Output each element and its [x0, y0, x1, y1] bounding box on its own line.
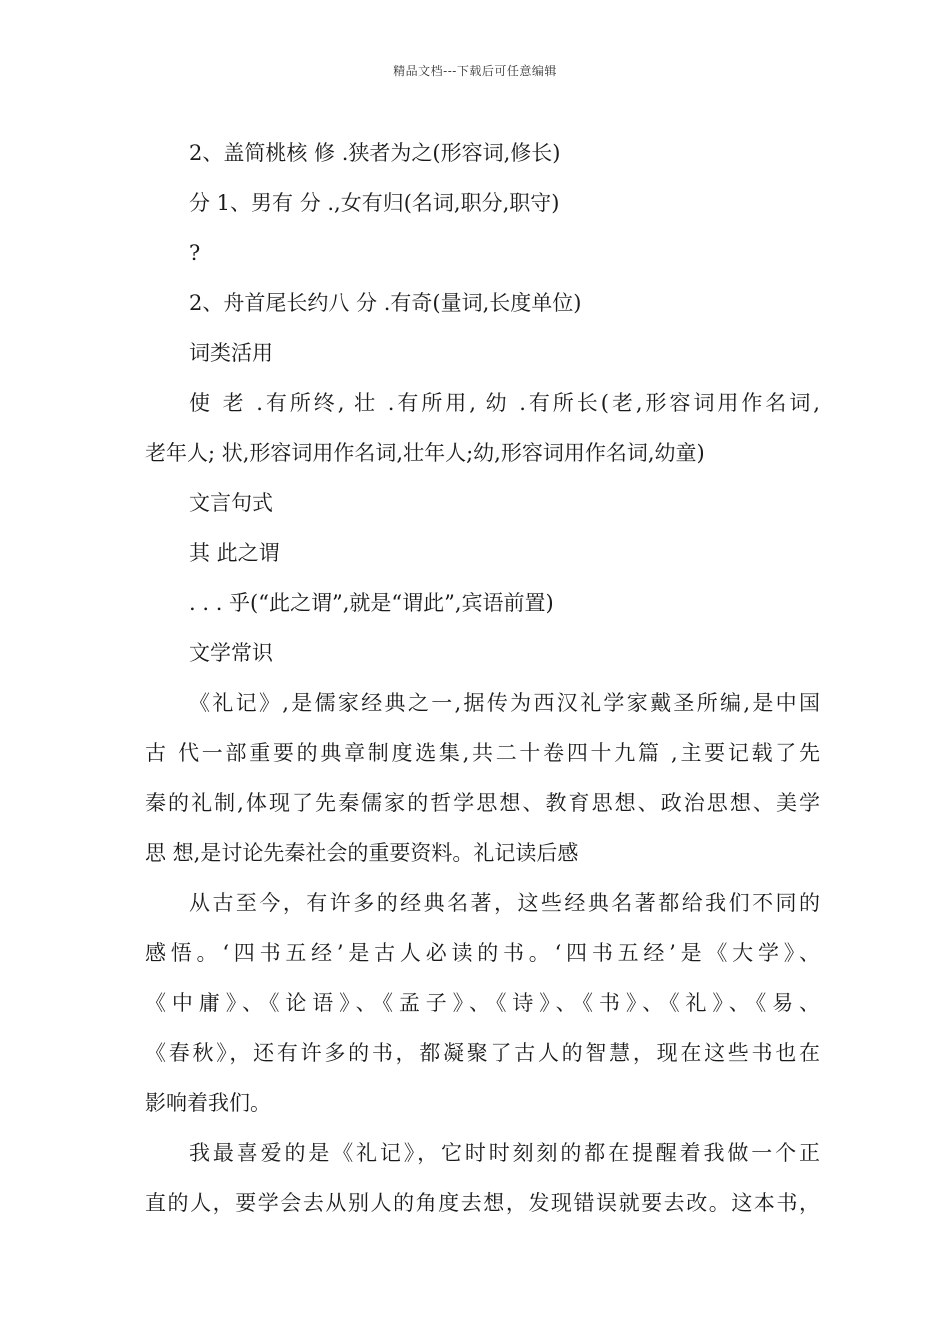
text-line: 《中庸》、《论语》、《孟子》、《诗》、《书》、《礼》、《易、 — [145, 991, 820, 1015]
text-line: 我最喜爱的是《礼记》，它时时刻刻的都在提醒着我做一个正 — [189, 1141, 820, 1165]
text-line: . . . 乎(“此之谓”,就是“谓此”,宾语前置) — [189, 591, 554, 615]
section-heading: 文学常识 — [189, 641, 273, 665]
text-line: 2、舟首尾长约八 分 .有奇(量词,长度单位) — [189, 291, 582, 315]
text-line: ? — [189, 241, 201, 265]
section-heading: 文言句式 — [189, 491, 273, 515]
page-header: 精品文档---下载后可任意编辑 — [393, 64, 557, 78]
text-line: 老年人; 状,形容词用作名词,壮年人;幼,形容词用作名词,幼童) — [145, 441, 705, 465]
text-line: 思 想,是讨论先秦社会的重要资料。礼记读后感 — [145, 841, 579, 865]
text-line: 《春秋》，还有许多的书，都凝聚了古人的智慧，现在这些书也在 — [145, 1041, 820, 1065]
text-line: 《礼记》,是儒家经典之一,据传为西汉礼学家戴圣所编,是中国 — [189, 691, 820, 715]
text-line: 影响着我们。 — [145, 1091, 271, 1115]
text-line: 使 老 .有所终, 壮 .有所用, 幼 .有所长(老,形容词用作名词, — [189, 391, 820, 415]
text-line: 从古至今，有许多的经典名著，这些经典名著都给我们不同的 — [189, 891, 820, 915]
text-line: 感悟。‘四书五经’是古人必读的书。‘四书五经’是《大学》、 — [145, 941, 820, 965]
text-line: 其 此之谓 — [189, 541, 280, 565]
text-line: 分 1、男有 分 .,女有归(名词,职分,职守) — [189, 191, 560, 215]
text-line: 秦的礼制,体现了先秦儒家的哲学思想、教育思想、政治思想、美学 — [145, 791, 820, 815]
document-body — [145, 128, 820, 1228]
text-line: 古 代一部重要的典章制度选集,共二十卷四十九篇 ,主要记载了先 — [145, 741, 820, 765]
section-heading: 词类活用 — [189, 341, 273, 365]
text-line: 直的人，要学会去从别人的角度去想，发现错误就要去改。这本书， — [145, 1191, 820, 1215]
text-line: 2、盖简桃核 修 .狭者为之(形容词,修长) — [189, 141, 561, 165]
